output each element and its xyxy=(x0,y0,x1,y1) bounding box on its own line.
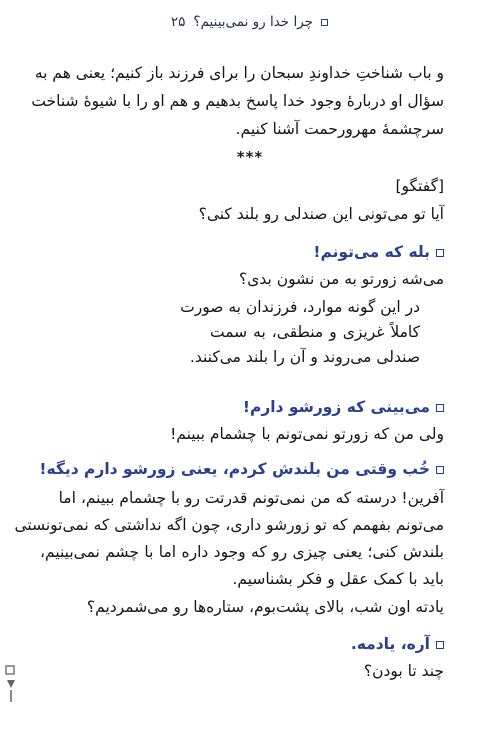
dialogue-line-adult-3 xyxy=(39,458,444,480)
speaker-square-icon xyxy=(436,466,444,474)
intro-line-1: و باب شناختِ خداوندِ سبحان را برای فرزند باز کنیم؛ یعنی هم به xyxy=(34,64,444,82)
section-divider: *** xyxy=(236,148,264,166)
narration-line-3: صندلی می‌روند و آن را بلند می‌کنند. xyxy=(189,348,420,366)
adult-body-line-2: می‌تونم بفهمم که تو زورشو داری، چون اگه نداشتی که نمی‌تونستی xyxy=(14,516,444,534)
header-title: چرا خدا رو نمی‌بینیم؟ xyxy=(193,14,313,30)
dialogue-line-adult-1 xyxy=(313,241,444,263)
adult-body-line-3: بلندش کنی؛ یعنی چیزی رو که وجود داره اما با چشم نمی‌بینیم، xyxy=(40,543,444,561)
speaker-square-icon xyxy=(436,641,444,649)
adult-body-line-4: باید با کمک عقل و فکر بشناسیم. xyxy=(232,570,444,588)
dialogue-line-adult-4 xyxy=(351,633,444,655)
page-number: ۲۵ xyxy=(170,14,186,30)
header-square-icon xyxy=(321,19,328,26)
publisher-mark-icon xyxy=(4,662,18,706)
dialogue-text: بله که می‌تونم! xyxy=(313,243,430,261)
dialogue-line-child-2: می‌شه زورتو به من نشون بدی؟ xyxy=(239,270,444,288)
dialogue-text: خُب وقتی من بلندش کردم، یعنی زورشو دارم دیگه! xyxy=(39,460,430,478)
narration-line-1: در این گونه موارد، فرزندان به صورت xyxy=(180,298,420,316)
intro-line-3: سرچشمهٔ مهرورحمت آشنا کنیم. xyxy=(235,120,444,138)
narration-line-2: کاملاً غریزی و منطقی، به سمت xyxy=(210,323,420,341)
dialogue-text: می‌بینی که زورشو دارم! xyxy=(242,398,430,416)
adult-body-line-1: آفرین! درسته که من نمی‌تونم قدرتت رو با چشمام ببینم، اما xyxy=(58,489,444,507)
dialogue-line-child-4: یادته اون شب، بالای پشت‌بوم، ستاره‌ها رو می‌شمردیم؟ xyxy=(86,598,444,616)
dialogue-line-child-3: ولی من که زورتو نمی‌تونم با چشمام ببینم! xyxy=(170,425,444,443)
speaker-square-icon xyxy=(436,249,444,257)
dialogue-line-child-5: چند تا بودن؟ xyxy=(363,662,444,680)
running-header xyxy=(158,14,328,30)
dialogue-label: [گفتگو] xyxy=(395,177,444,195)
dialogue-text: آره، یادمه. xyxy=(350,635,430,653)
intro-line-2: سؤال او دربارهٔ وجود خدا پاسخ بدهیم و هم او را با شیوهٔ شناخت xyxy=(31,92,444,110)
dialogue-line-adult-2 xyxy=(243,396,444,418)
dialogue-line-child-1: آیا تو می‌تونی این صندلی رو بلند کنی؟ xyxy=(198,205,444,223)
speaker-square-icon xyxy=(436,404,444,412)
